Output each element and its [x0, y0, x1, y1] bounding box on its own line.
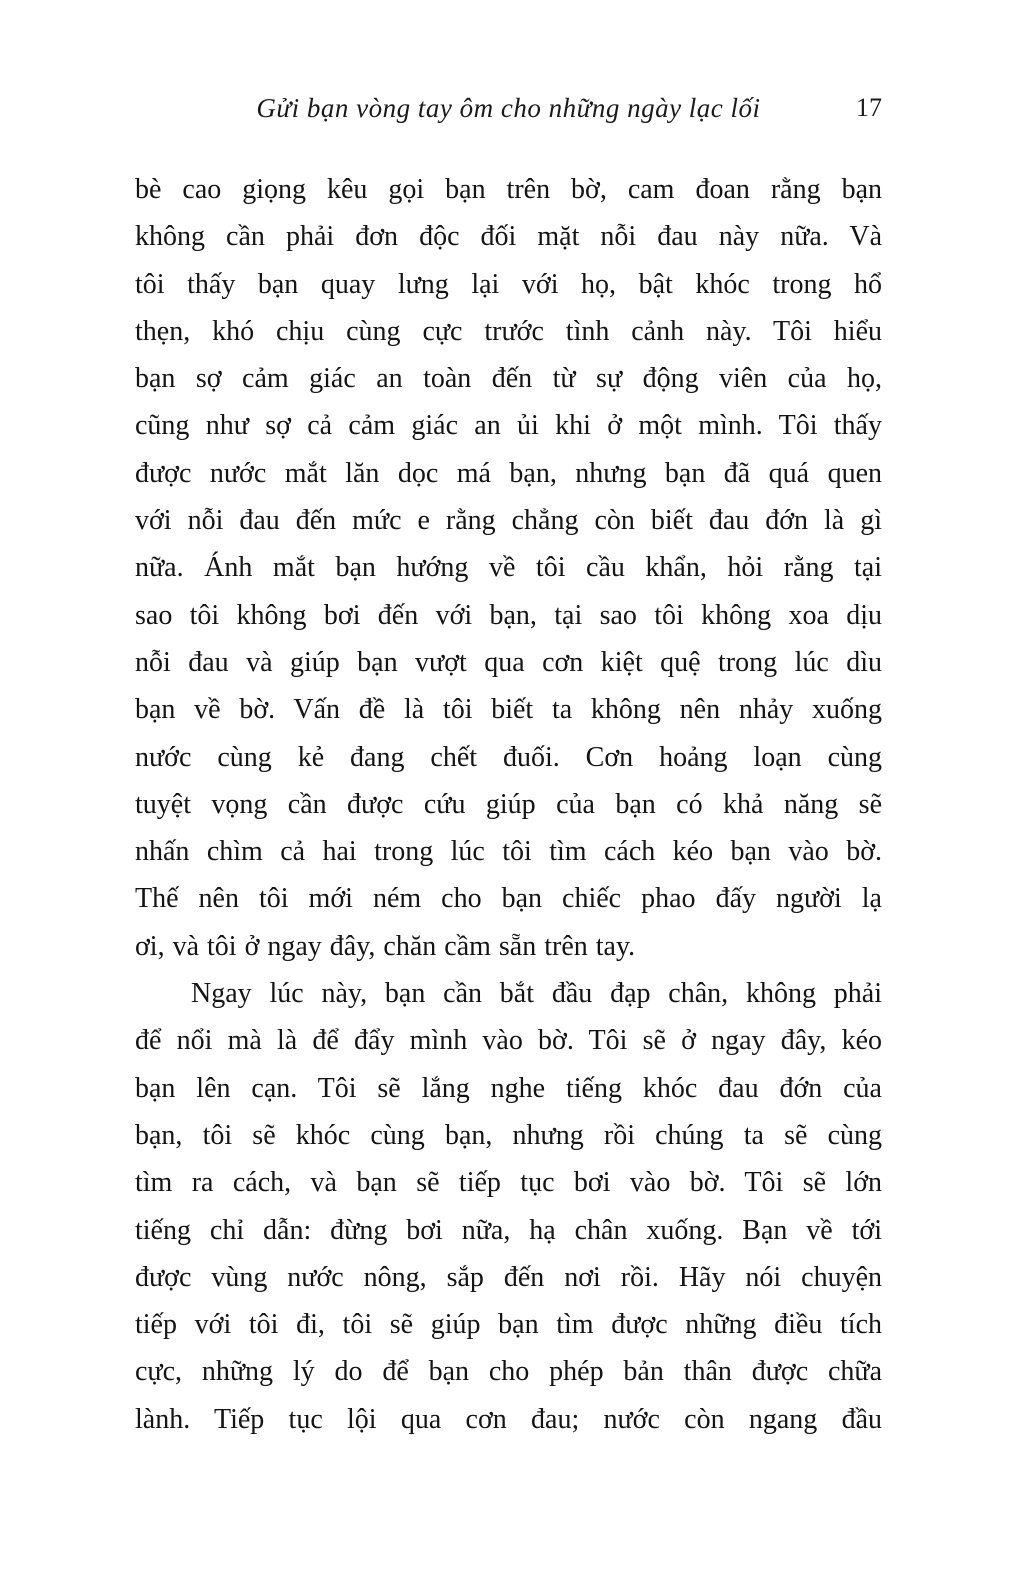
text-line: nỗi đau và giúp bạn vượt qua cơn kiệt quệ trong lúc dìu: [135, 646, 882, 678]
text-line: bè cao giọng kêu gọi bạn trên bờ, cam đoan rằng bạn: [135, 174, 882, 205]
page-header: [135, 88, 882, 128]
text-line: tiếng chỉ dẫn: đừng bơi nữa, hạ chân xuống. Bạn về tới: [135, 1214, 882, 1246]
text-line: Ngay lúc này, bạn cần bắt đầu đạp chân, không phải: [191, 978, 882, 1010]
text-line: nhấn chìm cả hai trong lúc tôi tìm cách kéo bạn vào bờ.: [135, 836, 882, 868]
text-line: bạn lên cạn. Tôi sẽ lắng nghe tiếng khóc đau đớn của: [135, 1072, 882, 1104]
text-line: nước cùng kẻ đang chết đuối. Cơn hoảng loạn cùng: [135, 741, 882, 773]
text-line: tuyệt vọng cần được cứu giúp của bạn có khả năng sẽ: [135, 788, 882, 820]
text-line: lành. Tiếp tục lội qua cơn đau; nước còn ngang đầu: [135, 1403, 882, 1435]
body-text: [135, 166, 882, 1443]
text-line: tìm ra cách, và bạn sẽ tiếp tục bơi vào bờ. Tôi sẽ lớn: [135, 1167, 882, 1199]
text-line: bạn về bờ. Vấn đề là tôi biết ta không nên nhảy xuống: [135, 694, 882, 726]
text-line: thẹn, khó chịu cùng cực trước tình cảnh này. Tôi hiểu: [135, 315, 882, 347]
text-line: cũng như sợ cả cảm giác an ủi khi ở một mình. Tôi thấy: [135, 410, 882, 442]
text-line: Thế nên tôi mới ném cho bạn chiếc phao đấy người lạ: [135, 883, 882, 915]
text-line: được vùng nước nông, sắp đến nơi rồi. Hãy nói chuyện: [135, 1261, 882, 1293]
text-line: tôi thấy bạn quay lưng lại với họ, bật khóc trong hổ: [135, 268, 882, 300]
text-line: nữa. Ánh mắt bạn hướng về tôi cầu khẩn, hỏi rằng tại: [135, 552, 882, 584]
text-line: để nổi mà là để đẩy mình vào bờ. Tôi sẽ ở ngay đây, kéo: [135, 1025, 882, 1057]
text-line: được nước mắt lăn dọc má bạn, nhưng bạn đã quá quen: [135, 457, 882, 489]
text-line: ơi, và tôi ở ngay đây, chăn cầm sẵn trên tay.: [135, 930, 636, 962]
text-line: cực, những lý do để bạn cho phép bản thân được chữa: [135, 1356, 882, 1388]
text-line: bạn sợ cảm giác an toàn đến từ sự động viên của họ,: [135, 363, 882, 395]
text-line: tiếp với tôi đi, tôi sẽ giúp bạn tìm được những điều tích: [135, 1309, 882, 1341]
text-line: với nỗi đau đến mức e rằng chẳng còn biết đau đớn là gì: [135, 505, 882, 537]
text-line: sao tôi không bơi đến với bạn, tại sao tôi không xoa dịu: [135, 599, 882, 631]
running-title: Gửi bạn vòng tay ôm cho những ngày lạc lối: [256, 93, 761, 123]
text-line: bạn, tôi sẽ khóc cùng bạn, nhưng rồi chúng ta sẽ cùng: [135, 1119, 882, 1151]
page-number: 17: [856, 93, 882, 122]
text-line: không cần phải đơn độc đối mặt nỗi đau này nữa. Và: [135, 221, 882, 253]
